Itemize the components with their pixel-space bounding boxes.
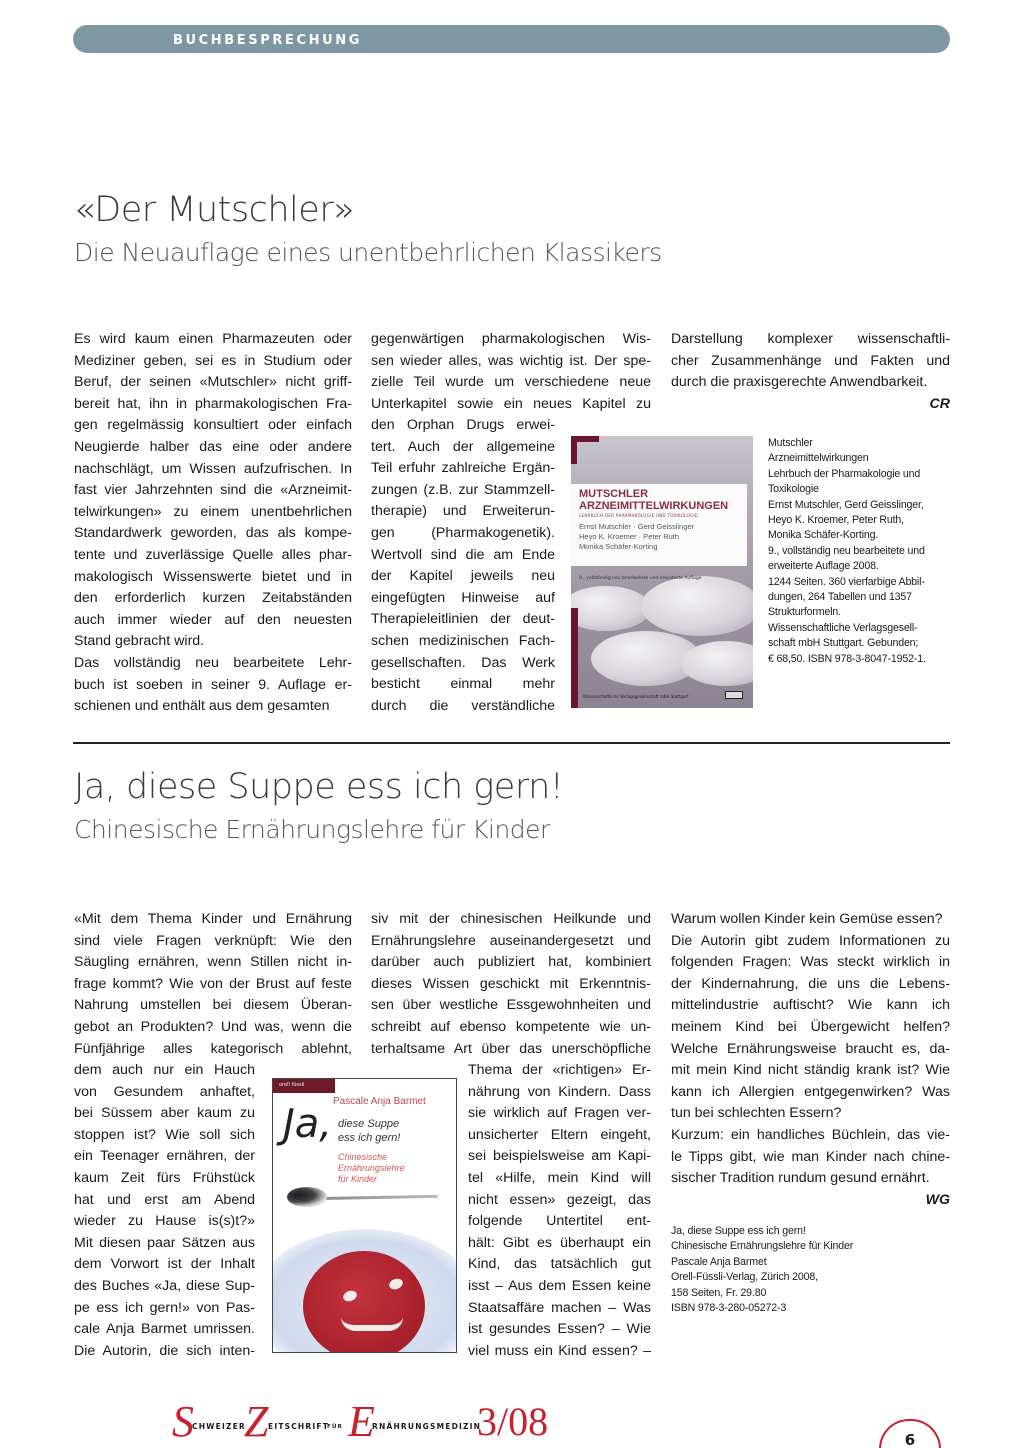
text-line: des Buches «Ja, diese Sup- [74, 1277, 255, 1294]
text-line: meinem Kind bei Übergewicht helfen? [671, 1018, 950, 1035]
cover-title-line: ARZNEIMITTELWIRKUNGEN [579, 500, 729, 512]
text-line: Beruf, der seinen «Mutschler» nicht griff- [74, 374, 352, 391]
cover-subtitle-line: für Kinder [338, 1174, 378, 1184]
text-line: unsicherter Eltern eingeht, [468, 1126, 651, 1143]
text-line: siv mit der chinesischen Heilkunde und [371, 911, 651, 927]
text-line: sischer Tradition rundum gesund ernährt. [671, 1170, 930, 1187]
pill-image [571, 586, 651, 631]
book-info-line: Mutschler [768, 437, 813, 449]
smiley-mouth [341, 1317, 403, 1331]
text-line: schreibt auf ebenso kompetente wie un- [371, 1018, 651, 1035]
text-line: fast vier Jahrzehnten sind die «Arzneimit- [74, 482, 352, 499]
text-line: eingefügten Hinweise auf [371, 589, 555, 606]
text-line: durch die verständliche [371, 697, 555, 714]
article2-column-2-narrow [468, 1060, 651, 1362]
text-line: sen wieder alles, was wichtig ist. Der spe- [371, 352, 651, 369]
text-line: Die Autorin gibt zudem Informationen zu [671, 932, 950, 949]
text-line: Kind, das tatsächlich gut [468, 1256, 651, 1273]
article2-book-info [671, 1224, 951, 1316]
article1-column-3 [671, 329, 950, 394]
cover-accent [571, 436, 577, 464]
text-line: terhaltsame Art über das unerschöpfliche [371, 1040, 651, 1057]
text-line: tente und zuverlässige Quelle alles phar- [74, 546, 352, 563]
text-line: Staatsaffäre machen – Was [468, 1299, 651, 1316]
text-line: gen (Pharmakogenetik). [371, 524, 555, 541]
article2-subtitle: Chinesische Ernährungslehre für Kinder [74, 815, 550, 844]
text-line: hat und erst am Abend [74, 1191, 255, 1208]
text-line: Säugling ernähren, wenn Stillen nicht in- [74, 954, 352, 971]
text-line: schienen und enthält aus dem gesamten [74, 698, 330, 715]
text-line: telwirkungen» zu einem unentbehrlichen [74, 503, 352, 520]
text-line: makologisch Wissenswerte bietet und in [74, 568, 352, 585]
text-line: gen regelmässig konsultiert oder einfach [74, 417, 352, 434]
text-line: dem auch nur ein Hauch [74, 1062, 255, 1078]
article2-title: Ja, diese Suppe ess ich gern! [74, 767, 564, 807]
text-line: Unterkapitel sowie ein neues Kapitel zu [371, 395, 651, 412]
text-line: bereit hat, ihn in pharmakologischen Fra- [74, 395, 352, 412]
text-line: gebot an Produkten? Und was, wenn die [74, 1018, 352, 1035]
text-line: besticht einmal mehr [371, 676, 555, 693]
text-line: folgenden Fragen: Was steckt wirklich in [671, 954, 950, 971]
cover-subtitle-line: Chinesische [338, 1152, 388, 1162]
text-line: von Gesundem anhaftet, [74, 1083, 255, 1100]
cover-title [338, 1117, 400, 1145]
cover-big-word: Ja, [283, 1101, 333, 1147]
cover-subtitle [338, 1152, 405, 1185]
book-info-line: Wissenschaftliche Verlagsgesell- [768, 621, 918, 634]
text-line: dem Vorwort ist der Inhalt [74, 1256, 255, 1273]
text-line: sei beispielsweise am Kapi- [468, 1148, 651, 1165]
text-line: viel muss ein Kind essen? – [468, 1342, 651, 1359]
text-line: gegenwärtigen pharmakologischen Wis- [371, 331, 651, 347]
logo-word: CHWEIZER [192, 1422, 246, 1431]
text-line: ein Teenager ernähren, der [74, 1148, 255, 1165]
text-line: Darstellung komplexer wissenschaftli- [671, 331, 950, 347]
text-line: therapie) und Erweiterun- [371, 503, 555, 520]
book-info-line: Chinesische Ernährungslehre für Kinder [671, 1240, 854, 1253]
article2-signature-wrap [671, 1190, 950, 1212]
text-line: Die Autorin, die sich inten- [74, 1342, 255, 1359]
cover-title-line: MUTSCHLER [579, 488, 649, 500]
text-line: Mediziner geben, sei es in Studium oder [74, 352, 352, 369]
text-line: hält: Gibt es überhaupt ein [468, 1234, 651, 1251]
text-line: sind viele Fragen verknüpft: Wie den [74, 932, 352, 949]
text-line: frage kommt? Wie von der Brust auf feste [74, 975, 352, 992]
article2-column-1-full [74, 909, 352, 1060]
article1-title: «Der Mutschler» [74, 190, 355, 230]
book-info-line: 9., vollständig neu bearbeitete und [768, 544, 925, 557]
mutschler-book-cover [571, 436, 753, 708]
article1-column-1 [74, 329, 352, 718]
text-line: Das vollständig neu bearbeitete Lehr- [74, 654, 352, 671]
text-line: der Kapitel jeweils neu [371, 568, 555, 585]
text-line: Fünfjährige alles kategorisch ablehnt, [74, 1040, 352, 1057]
text-line: Neugierde halber das eine oder andere [74, 438, 352, 455]
book-info-line: Orell-Füssli-Verlag, Zürich 2008, [671, 1271, 818, 1284]
book-info-line: Heyo K. Kroemer, Peter Ruth, [768, 514, 904, 527]
text-line: durch die praxisgerechte Anwendbarkeit. [671, 374, 928, 391]
text-line: buch ist soeben in seiner 9. Auflage er- [74, 676, 352, 693]
text-line: Mit diesen paar Sätzen aus [74, 1234, 255, 1251]
book-info-line: Arzneimittelwirkungen [768, 452, 869, 465]
text-line: sen über westliche Essgewohnheiten und [371, 997, 651, 1014]
logo-word: RNÄHRUNGSMEDIZIN [372, 1422, 482, 1431]
cover-author-line: Heyo K. Kroemer · Peter Ruth [579, 532, 680, 541]
book-info-line: Ernst Mutschler, Gerd Geisslinger, [768, 498, 924, 511]
text-line: dieses Wissen geschickt mit Erkenntnis- [371, 975, 651, 992]
text-line: zungen (z.B. zur Stammzell- [371, 481, 555, 498]
text-line: Thema der «richtigen» Er- [468, 1062, 651, 1078]
logo-letter-s: S [172, 1397, 194, 1446]
text-line: gesellschaften. Das Werk [371, 654, 555, 671]
book-info-line: Monika Schäfer-Korting. [768, 529, 879, 542]
text-line: cale Anja Barmet umrissen. [74, 1321, 255, 1338]
soup-image [303, 1251, 425, 1353]
spoon-image [313, 1195, 438, 1200]
text-line: le Tipps gibt, wie man Kinder nach chine- [671, 1148, 950, 1165]
book-info-line: Lehrbuch der Pharmakologie und [768, 467, 921, 480]
suppe-book-cover [272, 1078, 457, 1353]
cover-author-line: Monika Schäfer-Korting [579, 542, 658, 551]
cover-subtitle: LEHRBUCH DER PHARMAKOLOGIE UND TOXIKOLOGIE [579, 513, 698, 518]
cover-edition: 9., vollständig neu bearbeitete und erweiterte Auflage [579, 576, 702, 581]
section-header-bar [73, 25, 950, 53]
text-line: bei Süssem aber kaum zu [74, 1105, 255, 1122]
article2-column-3 [671, 909, 950, 1190]
cover-title-line: diese Suppe [338, 1118, 400, 1130]
text-line: der Kindernahrung, die uns die Lebens- [671, 975, 950, 992]
text-line: Stand gebracht wird. [74, 633, 205, 650]
text-line: pe ess ich gern!» von Pas- [74, 1299, 255, 1316]
book-info-line: Ja, diese Suppe ess ich gern! [671, 1225, 806, 1237]
cover-author: Pascale Anja Barmet [333, 1096, 426, 1107]
text-line: tert. Auch der allgemeine [371, 438, 555, 455]
page-number: 6 [904, 1431, 916, 1448]
text-line: stoppen ist? Wie soll sich [74, 1126, 255, 1143]
text-line: Warum wollen Kinder kein Gemüse essen? [671, 911, 943, 927]
text-line: Standardwerk geworden, das als kompe- [74, 525, 352, 542]
section-divider [73, 742, 950, 744]
cover-title-box [571, 484, 747, 566]
logo-letter-e: E [348, 1397, 375, 1446]
publisher-logo [725, 691, 743, 699]
text-line: nährung von Kindern. Dass [468, 1083, 651, 1100]
article1-column-2-narrow [371, 415, 555, 717]
text-line: ist gesundes Essen? – Wie [468, 1321, 651, 1338]
article1-signature: CR [929, 396, 950, 412]
section-label: BUCHBESPRECHUNG [173, 33, 362, 48]
journal-logo [172, 1397, 572, 1446]
article1-book-info [768, 436, 953, 667]
text-line: Teil erfuhr zahlreiche Ergän- [371, 460, 555, 477]
cover-author-line: Ernst Mutschler · Gerd Geisslinger [579, 522, 695, 531]
text-line: Es wird kaum einen Pharmazeuten oder [74, 331, 352, 347]
text-line: «Mit dem Thema Kinder und Ernährung [74, 911, 352, 927]
cover-title-line: ess ich gern! [338, 1132, 401, 1144]
book-info-line: erweiterte Auflage 2008. [768, 560, 879, 573]
text-line: Kurzum: ein handliches Büchlein, das vie- [671, 1126, 950, 1143]
cover-publisher-tag [273, 1079, 335, 1093]
book-info-line: 1244 Seiten. 360 vierfarbige Abbil- [768, 575, 925, 588]
text-line: mittelindustrie auftischt? Wie kann ich [671, 997, 950, 1014]
text-line: den erforderlich kurzen Zeitabständen [74, 590, 352, 607]
logo-word: EITSCHRIFT [268, 1422, 330, 1431]
logo-word: FÜR [327, 1424, 344, 1430]
article1-subtitle: Die Neuauflage eines unentbehrlichen Klassikers [74, 238, 662, 267]
cover-authors [579, 522, 694, 552]
text-line: kaum Zeit fürs Frühstück [74, 1169, 255, 1186]
cover-accent [571, 608, 578, 708]
article1-column-2-full [371, 329, 651, 415]
page-number-tab [879, 1419, 941, 1448]
book-info-line: 158 Seiten, Fr. 29.80 [671, 1286, 767, 1299]
text-line: Ernährungslehre auseinandergesetzt und [371, 932, 651, 949]
spoon-image [287, 1187, 327, 1207]
text-line: wieder zu Hause is(s)t?» [74, 1213, 255, 1230]
text-line: kann ich Allergien entgegenwirken? Was [671, 1083, 950, 1100]
article1-signature-wrap [671, 394, 950, 416]
text-line: den Orphan Drugs erwei- [371, 417, 555, 433]
text-line: cher Zusammenhänge und Fakten und [671, 352, 950, 369]
text-line: tun bei schlechten Essern? [671, 1105, 842, 1122]
text-line: zielle Teil wurde um verschiedene neue [371, 374, 651, 391]
article2-signature: WG [925, 1192, 950, 1208]
text-line: isst – Aus dem Essen keine [468, 1277, 651, 1294]
text-line: Nahrung umstellen bei diesem Überan- [74, 997, 352, 1014]
issue-number: 3/08 [477, 1399, 549, 1444]
cover-subtitle-line: Ernährungslehre [338, 1163, 405, 1173]
cover-title [579, 488, 728, 512]
pill-image [681, 641, 753, 686]
book-info-line: schaft mbH Stuttgart. Gebunden; [768, 637, 919, 650]
text-line: nicht essen» gezeigt, das [468, 1191, 651, 1208]
logo-letter-z: Z [244, 1397, 269, 1446]
book-info-line: Toxikologie [768, 483, 819, 496]
book-info-line: dungen, 264 Tabellen und 1357 [768, 591, 912, 604]
text-line: Welche Ernährungsweise braucht es, da- [671, 1040, 950, 1057]
article2-column-1-narrow [74, 1060, 255, 1362]
book-info-line: Strukturformeln. [768, 606, 841, 619]
text-line: darüber auch publiziert hat, kombiniert [371, 954, 651, 971]
pill-image [641, 576, 753, 636]
text-line: folgende Untertitel ent- [468, 1213, 651, 1230]
text-line: schen medizinischen Fach- [371, 632, 555, 649]
text-line: auch immer wieder auf den neuesten [74, 611, 352, 628]
text-line: sie wirklich auf Fragen ver- [468, 1105, 651, 1122]
cover-publisher: Wissenschaftliche Verlagsgesellschaft mbH Stuttgart [583, 694, 689, 699]
book-info-line: € 68,50. ISBN 978-3-8047-1952-1. [768, 652, 926, 665]
cover-publisher-tag-text: orell füssli [279, 1082, 305, 1088]
text-line: nachschlägt, um Wissen aufzufrischen. In [74, 460, 352, 477]
text-line: Wertvoll sind die am Ende [371, 546, 555, 563]
book-info-line: ISBN 978-3-280-05272-3 [671, 1302, 787, 1315]
text-line: Therapieleitlinien der deut- [371, 611, 555, 628]
article2-column-2-full [371, 909, 651, 1060]
book-info-line: Pascale Anja Barmet [671, 1255, 767, 1268]
text-line: tel «Hilfe, mein Kind will [468, 1169, 651, 1186]
text-line: mit mein Kind nicht ständig krank ist? Wie [671, 1062, 950, 1079]
